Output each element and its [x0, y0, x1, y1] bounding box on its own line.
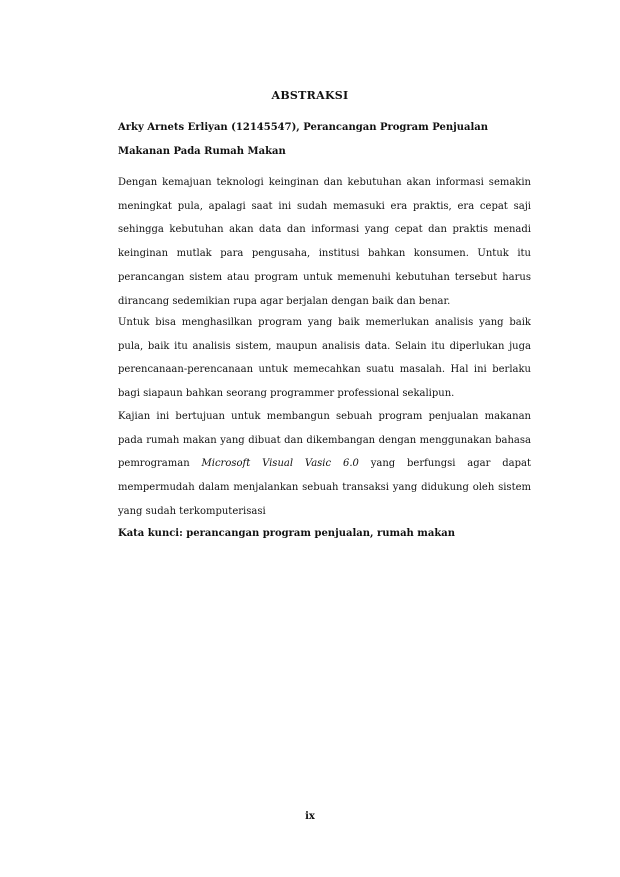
abstract-paragraph-2: Untuk bisa menghasilkan program yang baik memerlukan analisis yang baik pula, baik itu analisis sistem, maupun analisis data. Selain itu diperlukan juga perencanaan-perencanaan untuk memecahkan suatu masalah. Hal ini berlaku bagi siapaun bahkan seorang programmer professional sekalipun.	[118, 317, 531, 400]
abstract-title: ABSTRAKSI	[271, 89, 349, 102]
abstract-heading: Arky Arnets Erliyan (12145547), Perancangan Program Penjualan Makanan Pada Rumah Makan	[118, 122, 489, 157]
paragraph-3-text-start: Kajian ini bertujuan untuk membangun sebuah program penjualan makanan pada rumah makan yang dibuat dan dikembangan dengan menggunakan bahasa pemrograman	[118, 411, 531, 470]
page-number: ix	[305, 811, 315, 822]
keywords: Kata kunci: perancangan program penjualan, rumah makan	[118, 528, 456, 539]
abstract-paragraph-3	[118, 405, 531, 524]
abstract-paragraph-1: Dengan kemajuan teknologi keinginan dan kebutuhan akan informasi semakin meningkat pula, apalagi saat ini sudah memasuki era praktis, era cepat saji sehingga kebutuhan akan data dan informasi yang cepat dan praktis menadi keinginan mutlak para pengusaha, institusi bahkan konsumen. Untuk itu perancangan sistem atau program untuk memenuhi kebutuhan tersebut harus dirancang sedemikian rupa agar berjalan dengan baik dan benar.	[118, 177, 531, 307]
software-name: Microsoft Visual Vasic 6.0	[201, 458, 359, 470]
paragraph-3-text-end: yang berfungsi agar dapat mempermudah dalam menjalankan sebuah transaksi yang didukung oleh sistem yang sudah terkomputerisasi	[118, 458, 532, 517]
